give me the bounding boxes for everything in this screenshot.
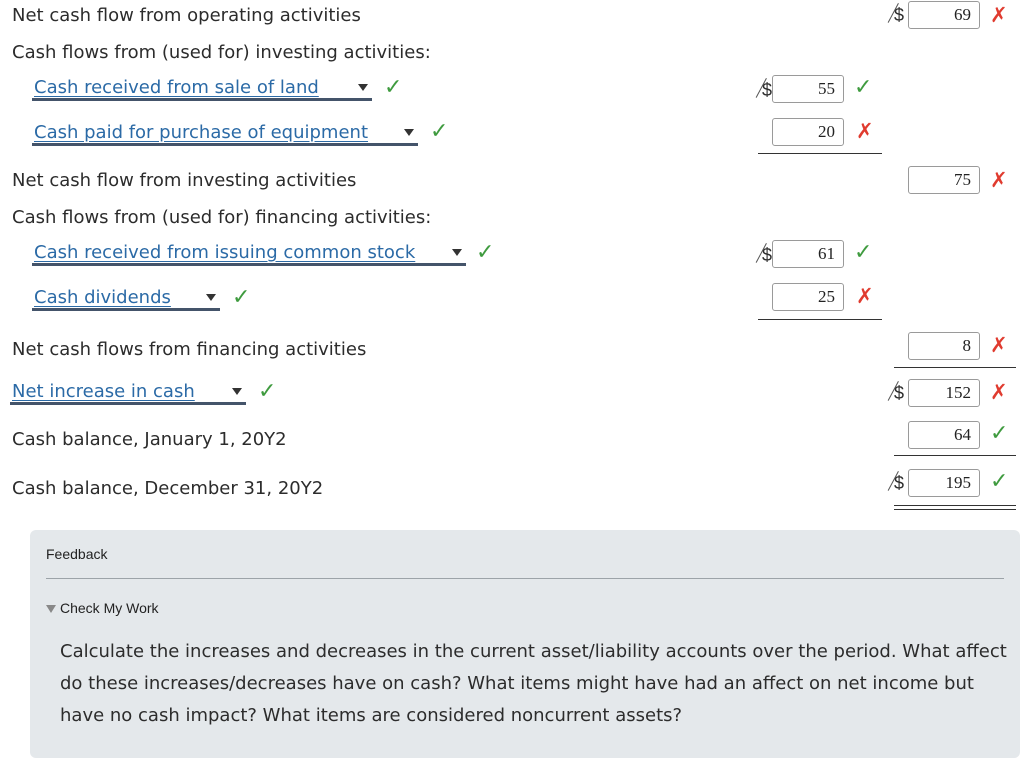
chevron-down-icon xyxy=(232,388,242,395)
sale-of-land-dropdown[interactable] xyxy=(32,77,372,101)
begin-balance-label: Cash balance, January 1, 20Y2 xyxy=(12,429,287,450)
feedback-text: Calculate the increases and decreases in the current asset/liability accounts over the period. What affect do these increases/decreases have on cash? What items might have had an affect on net income but have no cash impact? What items are considered noncurrent assets? xyxy=(60,641,1007,726)
issuing-stock-dropdown[interactable] xyxy=(32,242,466,266)
dropdown-label: Cash received from sale of land xyxy=(34,77,319,98)
correct-icon: ✓ xyxy=(384,75,403,100)
dropdown-label: Net increase in cash xyxy=(12,381,195,402)
total-rule xyxy=(894,367,1016,368)
end-balance-input[interactable]: 195 xyxy=(908,469,980,497)
correct-icon: ✓ xyxy=(990,469,1009,494)
incorrect-icon: ✗ xyxy=(990,3,1008,27)
feedback-panel xyxy=(30,530,1020,758)
dropdown-label: Cash received from issuing common stock xyxy=(34,242,416,263)
begin-balance-input[interactable]: 64 xyxy=(908,421,980,449)
feedback-title: Feedback xyxy=(46,546,108,562)
dollar-sign: $ xyxy=(894,383,905,403)
purchase-equipment-dropdown[interactable] xyxy=(32,122,418,146)
investing-net-label: Net cash flow from investing activities xyxy=(12,170,357,191)
sale-of-land-input[interactable]: 55 xyxy=(772,75,844,103)
operating-label: Net cash flow from operating activities xyxy=(12,5,361,26)
incorrect-icon: ✗ xyxy=(990,168,1008,192)
total-rule xyxy=(894,455,1016,456)
feedback-divider xyxy=(46,578,1004,579)
correct-icon: ✓ xyxy=(476,240,495,265)
correct-icon: ✓ xyxy=(990,421,1009,446)
correct-icon: ✓ xyxy=(854,240,873,265)
operating-input[interactable]: 69 xyxy=(908,1,980,29)
issuing-stock-input[interactable]: 61 xyxy=(772,240,844,268)
incorrect-icon: ✗ xyxy=(990,333,1008,357)
financing-net-input[interactable]: 8 xyxy=(908,332,980,360)
financing-header: Cash flows from (used for) financing activities: xyxy=(12,207,432,228)
triangle-down-icon xyxy=(46,605,56,613)
net-increase-input[interactable]: 152 xyxy=(908,379,980,407)
correct-icon: ✓ xyxy=(232,285,251,310)
incorrect-icon: ✗ xyxy=(990,380,1008,404)
dollar-sign: $ xyxy=(762,80,773,100)
end-balance-label: Cash balance, December 31, 20Y2 xyxy=(12,478,324,499)
dollar-sign: $ xyxy=(894,5,905,25)
correct-icon: ✓ xyxy=(430,119,449,144)
investing-header: Cash flows from (used for) investing activities: xyxy=(12,42,431,63)
incorrect-icon: ✗ xyxy=(856,119,874,143)
dollar-sign: $ xyxy=(894,473,905,493)
chevron-down-icon xyxy=(206,294,216,301)
incorrect-icon: ✗ xyxy=(856,284,874,308)
subtotal-rule xyxy=(758,319,882,320)
correct-icon: ✓ xyxy=(854,75,873,100)
subtotal-rule xyxy=(758,153,882,154)
check-my-work-label: Check My Work xyxy=(60,600,159,616)
double-total-rule xyxy=(894,505,1016,510)
chevron-down-icon xyxy=(452,249,462,256)
investing-net-input[interactable]: 75 xyxy=(908,166,980,194)
chevron-down-icon xyxy=(404,129,414,136)
dropdown-label: Cash paid for purchase of equipment xyxy=(34,122,369,143)
net-increase-dropdown[interactable] xyxy=(10,381,246,405)
check-my-work-toggle[interactable] xyxy=(46,600,159,616)
correct-icon: ✓ xyxy=(258,379,277,404)
dropdown-label: Cash dividends xyxy=(34,287,171,308)
chevron-down-icon xyxy=(358,84,368,91)
purchase-equipment-input[interactable]: 20 xyxy=(772,118,844,146)
dollar-sign: $ xyxy=(762,245,773,265)
dividends-input[interactable]: 25 xyxy=(772,283,844,311)
financing-net-label: Net cash flows from financing activities xyxy=(12,339,367,360)
dividends-dropdown[interactable] xyxy=(32,287,220,311)
